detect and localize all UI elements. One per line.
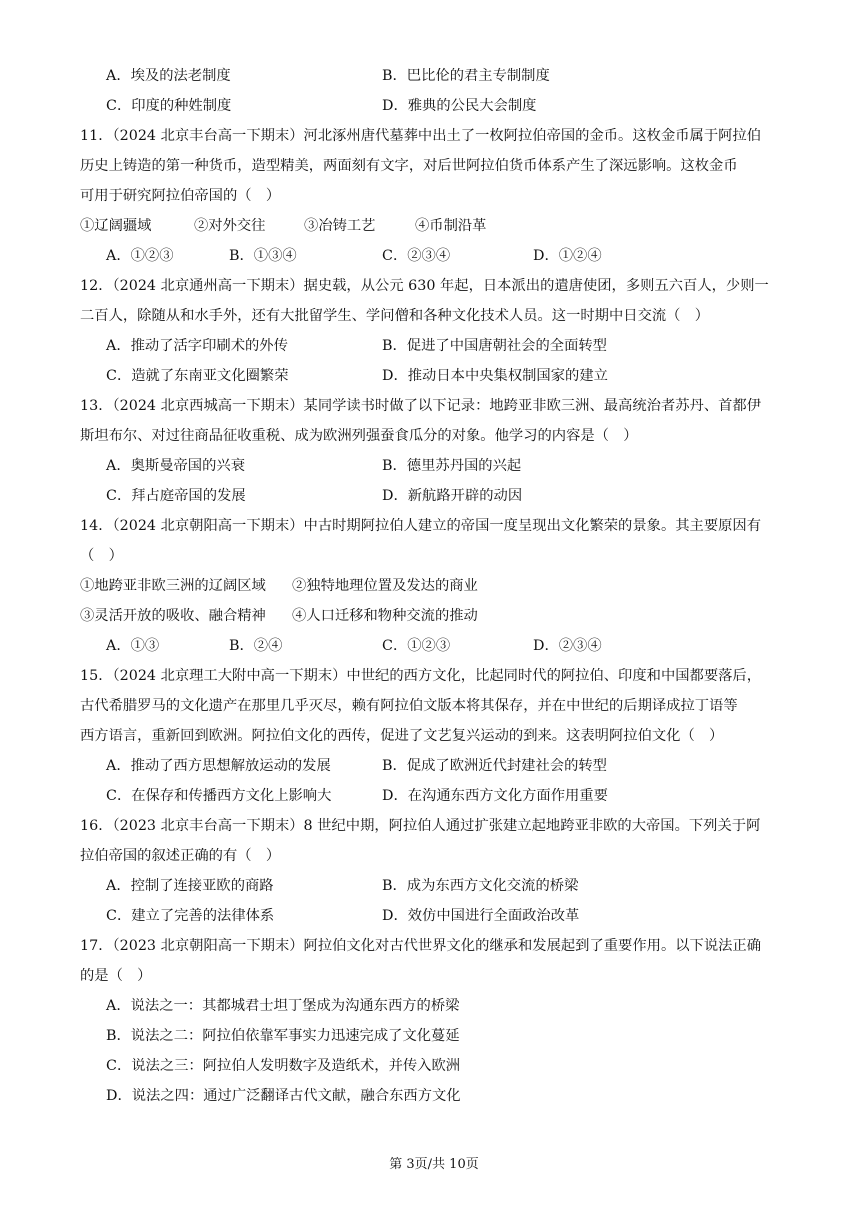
page-number-footer: 第 3页/共 10页 [389, 1157, 479, 1172]
q10-option-d: D．雅典的公民大会制度 [382, 98, 537, 114]
q17-option-c: C．说法之三：阿拉伯人发明数字及造纸术，并传入欧洲 [106, 1058, 461, 1074]
q14-stem-line-1: 14．（2024 北京朝阳高一下期末）中古时期阿拉伯人建立的帝国一度呈现出文化繁荣的景象。其主要原因有 [80, 518, 762, 534]
q16-option-d: D．效仿中国进行全面政治改革 [382, 908, 580, 924]
q12-option-c: C．造就了东南亚文化圈繁荣 [106, 368, 289, 384]
q14-item-2: ②独特地理位置及发达的商业 [292, 578, 478, 594]
q14-stem-line-2: （ ） [80, 548, 123, 564]
q10-option-b: B．巴比伦的君主专制制度 [382, 68, 550, 84]
q17-stem-line-2: 的是（ ） [80, 968, 152, 984]
q11-item-4: ④币制沿革 [415, 218, 487, 234]
q13-option-d: D．新航路开辟的动因 [382, 488, 523, 504]
q11-option-c: C．②③④ [382, 248, 451, 264]
q11-item-2: ②对外交往 [194, 218, 266, 234]
q11-stem-line-2: 历史上铸造的第一种货币，造型精美，两面刻有文字，对后世阿拉伯货币体系产生了深远影响。这枚金币 [80, 158, 738, 174]
q13-stem-line-1: 13．（2024 北京西城高一下期末）某同学读书时做了以下记录：地跨亚非欧三洲、最高统治者苏丹、首都伊 [80, 398, 762, 414]
q16-option-a: A．控制了连接亚欧的商路 [106, 878, 274, 894]
q16-stem-line-2: 拉伯帝国的叙述正确的有（ ） [80, 848, 281, 864]
q12-option-d: D．推动日本中央集权制国家的建立 [382, 368, 608, 384]
q14-option-d: D．②③④ [533, 638, 602, 654]
q13-option-b: B．德里苏丹国的兴起 [382, 458, 522, 474]
q15-option-a: A．推动了西方思想解放运动的发展 [106, 758, 331, 774]
q14-option-a: A．①③ [106, 638, 160, 654]
q12-stem-line-2: 二百人，除随从和水手外，还有大批留学生、学问僧和各种文化技术人员。这一时期中日交流（ ） [80, 308, 710, 324]
q15-option-c: C．在保存和传播西方文化上影响大 [106, 788, 332, 804]
q15-stem-line-3: 西方语言，重新回到欧洲。阿拉伯文化的西传，促进了文艺复兴运动的到来。这表明阿拉伯文化（ ） [80, 728, 724, 744]
q11-option-b: B．①③④ [229, 248, 297, 264]
q13-option-c: C．拜占庭帝国的发展 [106, 488, 246, 504]
q14-option-c: C．①②③ [382, 638, 451, 654]
q14-item-1: ①地跨亚非欧三洲的辽阔区域 [80, 578, 266, 594]
q13-stem-line-2: 斯坦布尔、对过往商品征收重税、成为欧洲列强蚕食瓜分的对象。他学习的内容是（ ） [80, 428, 638, 444]
q16-option-b: B．成为东西方文化交流的桥梁 [382, 878, 579, 894]
q11-stem-line-1: 11．（2024 北京丰台高一下期末）河北涿州唐代墓葬中出土了一枚阿拉伯帝国的金币。这枚金币属于阿拉伯 [80, 128, 762, 144]
q10-option-a: A．埃及的法老制度 [106, 68, 231, 84]
q14-item-4: ④人口迁移和物种交流的推动 [292, 608, 478, 624]
q11-item-1: ①辽阔疆域 [80, 218, 152, 234]
q15-option-d: D．在沟通东西方文化方面作用重要 [382, 788, 608, 804]
q15-stem-line-1: 15．（2024 北京理工大附中高一下期末）中世纪的西方文化，比起同时代的阿拉伯、印度和中国都要落后， [80, 668, 762, 684]
q17-option-d: D．说法之四：通过广泛翻译古代文献，融合东西方文化 [106, 1088, 461, 1104]
q12-option-b: B．促进了中国唐朝社会的全面转型 [382, 338, 607, 354]
q17-stem-line-1: 17．（2023 北京朝阳高一下期末）阿拉伯文化对古代世界文化的继承和发展起到了重要作用。以下说法正确 [80, 938, 762, 954]
q17-option-b: B．说法之二：阿拉伯依靠军事实力迅速完成了文化蔓延 [106, 1028, 460, 1044]
q15-option-b: B．促成了欧洲近代封建社会的转型 [382, 758, 607, 774]
q15-stem-line-2: 古代希腊罗马的文化遗产在那里几乎灭尽，赖有阿拉伯文版本将其保存，并在中世纪的后期译成拉丁语等 [80, 698, 738, 714]
q16-stem-line-1: 16．（2023 北京丰台高一下期末）8 世纪中期，阿拉伯人通过扩张建立起地跨亚非欧的大帝国。下列关于阿 [80, 818, 761, 834]
q11-option-a: A．①②③ [106, 248, 174, 264]
q11-option-d: D．①②④ [533, 248, 602, 264]
q10-option-c: C．印度的种姓制度 [106, 98, 232, 114]
q12-option-a: A．推动了活字印刷术的外传 [106, 338, 288, 354]
q11-stem-line-3: 可用于研究阿拉伯帝国的（ ） [80, 188, 281, 204]
q13-option-a: A．奥斯曼帝国的兴衰 [106, 458, 245, 474]
q12-stem-line-1: 12．（2024 北京通州高一下期末）据史载，从公元 630 年起，日本派出的遣唐使团，多则五六百人，少则一 [80, 278, 769, 294]
q16-option-c: C．建立了完善的法律体系 [106, 908, 275, 924]
q14-option-b: B．②④ [229, 638, 283, 654]
q11-item-3: ③冶铸工艺 [304, 218, 376, 234]
q17-option-a: A．说法之一：其都城君士坦丁堡成为沟通东西方的桥梁 [106, 998, 460, 1014]
q14-item-3: ③灵活开放的吸收、融合精神 [80, 608, 266, 624]
